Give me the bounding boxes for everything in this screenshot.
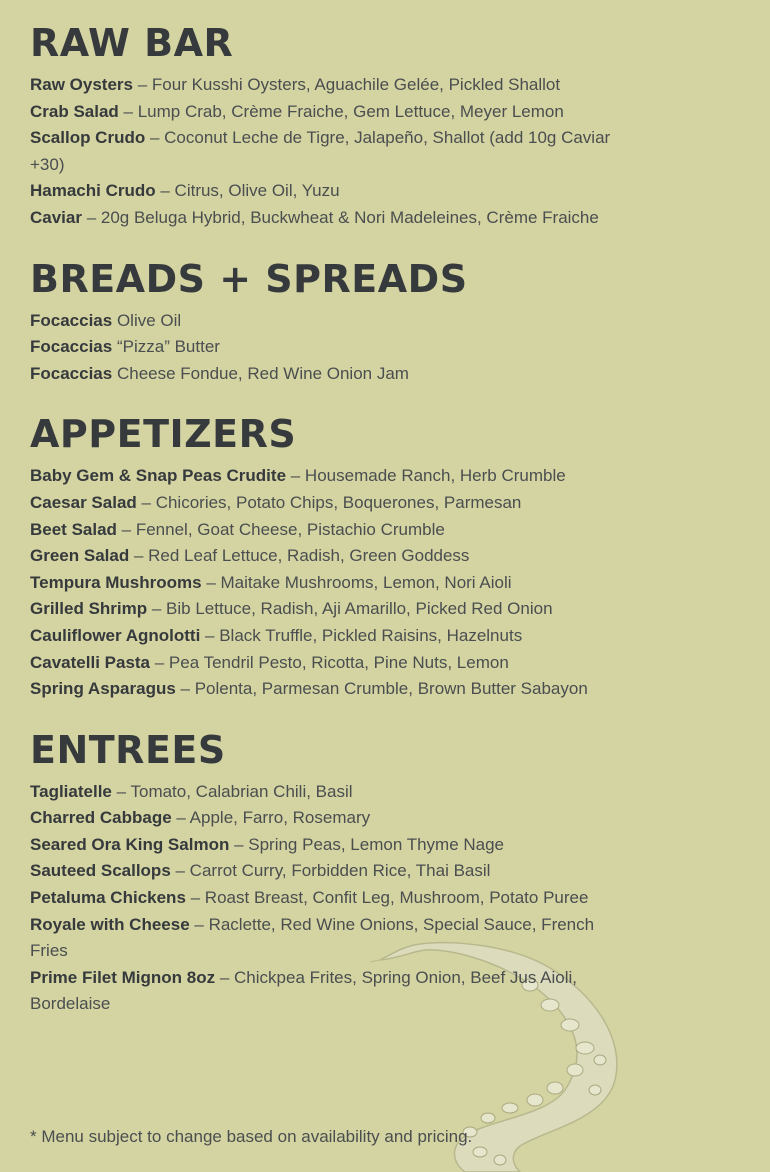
- item-name: Baby Gem & Snap Peas Crudite: [30, 466, 287, 486]
- item-description: Cheese Fondue, Red Wine Onion Jam: [112, 363, 409, 383]
- menu-item: [30, 650, 630, 677]
- item-description: – Tomato, Calabrian Chili, Basil: [111, 781, 353, 801]
- item-description: – Roast Breast, Confit Leg, Mushroom, Potato Puree: [185, 888, 589, 908]
- item-name: Prime Filet Mignon 8oz: [30, 967, 216, 987]
- item-description: – Bib Lettuce, Radish, Aji Amarillo, Picked Red Onion: [147, 599, 553, 619]
- item-description: – Fennel, Goat Cheese, Pistachio Crumble: [116, 519, 445, 539]
- menu-item: [30, 334, 630, 361]
- footnote: * Menu subject to change based on availability and pricing.: [30, 1127, 473, 1146]
- item-name: Focaccias: [30, 363, 113, 383]
- menu-item: [30, 965, 630, 1018]
- item-description: – Chickpea Frites, Spring Onion, Beef Jus Aioli, Bordelaise: [30, 967, 578, 1014]
- menu-item: [30, 361, 630, 388]
- item-description: – Maitake Mushrooms, Lemon, Nori Aioli: [201, 572, 512, 592]
- menu-item: [30, 517, 630, 544]
- item-name: Focaccias: [30, 310, 113, 330]
- menu-item: [30, 676, 630, 703]
- item-name: Spring Asparagus: [30, 679, 176, 699]
- menu-item: [30, 623, 630, 650]
- item-list: [30, 779, 630, 1018]
- menu-item: [30, 463, 630, 490]
- menu-item: [30, 805, 630, 832]
- item-list: [30, 463, 630, 702]
- section-appetizers: [30, 411, 630, 702]
- menu-item: [30, 490, 630, 517]
- item-list: [30, 72, 630, 232]
- section-breads-spreads: [30, 256, 630, 388]
- item-name: Beet Salad: [30, 519, 117, 539]
- section-raw-bar: [30, 20, 630, 232]
- item-name: Grilled Shrimp: [30, 599, 148, 619]
- item-description: – Citrus, Olive Oil, Yuzu: [155, 181, 340, 201]
- item-list: [30, 308, 630, 388]
- item-description: “Pizza” Butter: [112, 337, 220, 357]
- item-name: Petaluma Chickens: [30, 888, 186, 908]
- menu-item: [30, 912, 630, 965]
- menu-item: [30, 308, 630, 335]
- item-description: – Black Truffle, Pickled Raisins, Hazelnuts: [200, 625, 523, 645]
- item-name: Caesar Salad: [30, 492, 137, 512]
- menu-item: [30, 125, 630, 178]
- item-description: Olive Oil: [112, 310, 182, 330]
- item-description: – Four Kusshi Oysters, Aguachile Gelée, Pickled Shallot: [133, 75, 561, 94]
- item-description: – 20g Beluga Hybrid, Buckwheat & Nori Madeleines, Crème Fraiche: [81, 207, 599, 227]
- section-title: RAW BAR: [30, 21, 234, 65]
- item-description: – Red Leaf Lettuce, Radish, Green Goddess: [129, 546, 470, 566]
- item-description: – Apple, Farro, Rosemary: [171, 808, 371, 828]
- menu-item: [30, 596, 630, 623]
- menu-item: [30, 543, 630, 570]
- section-entrees: [30, 727, 630, 1018]
- item-name: Green Salad: [30, 546, 130, 566]
- item-description: – Coconut Leche de Tigre, Jalapeño, Shallot (add 10g Caviar +30): [30, 128, 611, 174]
- section-title: ENTREES: [30, 727, 226, 772]
- item-description: – Raclette, Red Wine Onions, Special Sauce, French Fries: [30, 914, 595, 961]
- menu-item: [30, 570, 630, 597]
- menu-item: [30, 72, 630, 99]
- item-name: Tempura Mushrooms: [30, 572, 202, 592]
- menu-item: [30, 885, 630, 912]
- item-name: Scallop Crudo: [30, 128, 146, 148]
- menu-item: [30, 205, 630, 232]
- menu-item: [30, 832, 630, 859]
- item-name: Caviar: [30, 207, 82, 227]
- item-name: Tagliatelle: [30, 781, 112, 801]
- item-description: – Polenta, Parmesan Crumble, Brown Butter Sabayon: [175, 679, 588, 699]
- item-name: Charred Cabbage: [30, 808, 172, 828]
- item-description: – Chicories, Potato Chips, Boquerones, Parmesan: [136, 492, 522, 512]
- item-name: Focaccias: [30, 337, 113, 357]
- item-name: Sauteed Scallops: [30, 861, 171, 881]
- item-description: – Carrot Curry, Forbidden Rice, Thai Basil: [170, 861, 491, 881]
- item-name: Cauliflower Agnolotti: [30, 625, 201, 645]
- menu-item: [30, 858, 630, 885]
- section-title: APPETIZERS: [30, 412, 297, 457]
- item-description: – Housemade Ranch, Herb Crumble: [286, 466, 566, 486]
- item-name: Royale with Cheese: [30, 914, 190, 934]
- item-name: Seared Ora King Salmon: [30, 834, 230, 854]
- item-description: – Spring Peas, Lemon Thyme Nage: [229, 834, 505, 854]
- item-name: Raw Oysters: [30, 75, 133, 94]
- item-name: Hamachi Crudo: [30, 181, 156, 201]
- menu-item: [30, 178, 630, 205]
- menu: [30, 20, 630, 1042]
- item-description: – Pea Tendril Pesto, Ricotta, Pine Nuts, Lemon: [150, 652, 509, 672]
- item-name: Cavatelli Pasta: [30, 652, 151, 672]
- menu-item: [30, 779, 630, 806]
- item-description: – Lump Crab, Crème Fraiche, Gem Lettuce, Meyer Lemon: [118, 101, 564, 121]
- section-title: BREADS + SPREADS: [30, 256, 468, 301]
- menu-item: [30, 99, 630, 126]
- item-name: Crab Salad: [30, 101, 119, 121]
